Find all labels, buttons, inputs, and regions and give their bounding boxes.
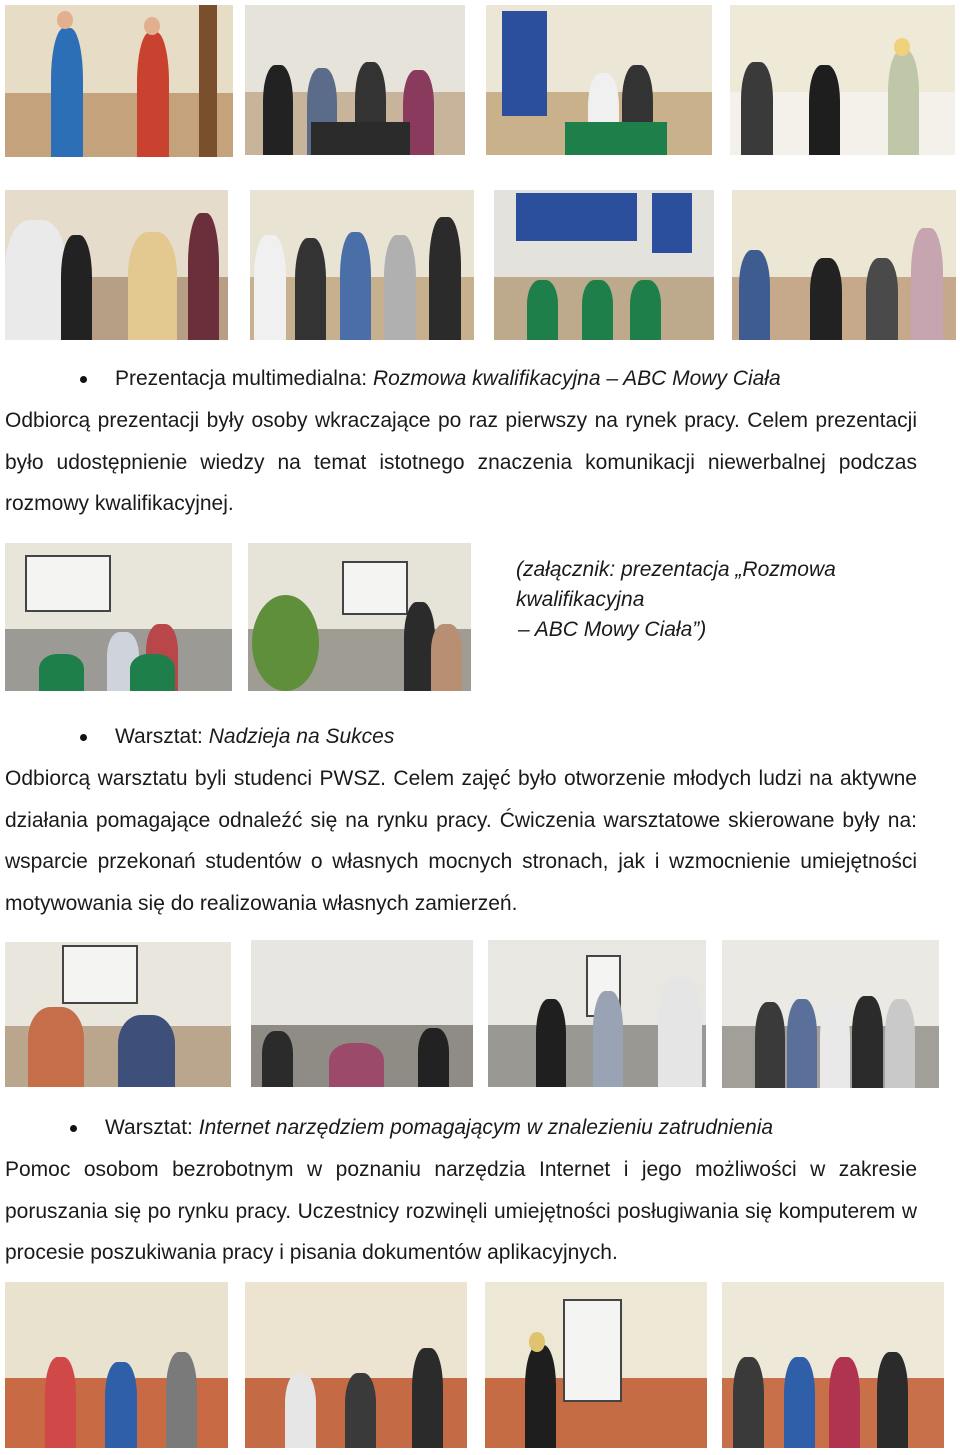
section-heading (70, 1113, 773, 1143)
heading-title: Nadzieja na Sukces (208, 725, 395, 748)
event-photo (488, 940, 706, 1087)
section-paragraph: Odbiorcą prezentacji były osoby wkraczające po raz pierwszy na rynek pracy. Celem prezentacji było udostępnienie wiedzy na temat istotnego znaczenia komunikacji niewerbalnej podczas rozmowy kwalifikacyjnej. (5, 409, 917, 515)
event-photo (722, 1282, 944, 1448)
bullet-icon (70, 1125, 77, 1132)
event-photo (5, 543, 232, 691)
section-heading (80, 364, 781, 394)
event-photo (732, 190, 956, 340)
bullet-icon (80, 734, 87, 741)
bullet-icon (80, 376, 87, 383)
attachment-caption (516, 555, 960, 645)
event-photo (486, 5, 712, 155)
event-photo (494, 190, 714, 340)
event-photo (5, 942, 231, 1087)
caption-line: – ABC Mowy Ciała”) (518, 618, 707, 641)
heading-prefix: Prezentacja multimedialna: (115, 367, 373, 390)
heading-title: Rozmowa kwalifikacyjna – ABC Mowy Ciała (372, 367, 781, 390)
section-paragraph: Pomoc osobom bezrobotnym w poznaniu narzędzia Internet i jego możliwości w zakresie poruszania się po rynku pracy. Uczestnicy rozwinęli umiejętności posługiwania się komputerem w procesie poszukiwania pracy i pisania dokumentów aplikacyjnych. (5, 1158, 917, 1264)
event-photo (250, 190, 474, 340)
section-heading (80, 722, 394, 752)
event-photo (5, 5, 233, 157)
caption-line: (załącznik: prezentacja „Rozmowa kwalifikacyjna (516, 558, 836, 611)
event-photo (248, 543, 471, 691)
event-photo (730, 5, 955, 155)
heading-prefix: Warsztat: (105, 1116, 199, 1139)
heading-title: Internet narzędziem pomagającym w znalezieniu zatrudnienia (198, 1116, 774, 1139)
event-photo (5, 190, 228, 340)
event-photo (251, 940, 473, 1087)
section-paragraph: Odbiorcą warsztatu byli studenci PWSZ. Celem zajęć było otworzenie młodych ludzi na aktywne działania pomagające odnaleźć się na rynku pracy. Ćwiczenia warsztatowe skierowane były na: wsparcie przekonań studentów o własnych mocnych stronach, jak i wzmocnienie umiejętności motywowania się do realizowania własnych zamierzeń. (5, 767, 917, 915)
event-photo (245, 1282, 467, 1448)
event-photo (5, 1282, 228, 1448)
event-photo (245, 5, 465, 155)
heading-prefix: Warsztat: (115, 725, 209, 748)
event-photo (722, 940, 939, 1088)
event-photo (485, 1282, 707, 1448)
